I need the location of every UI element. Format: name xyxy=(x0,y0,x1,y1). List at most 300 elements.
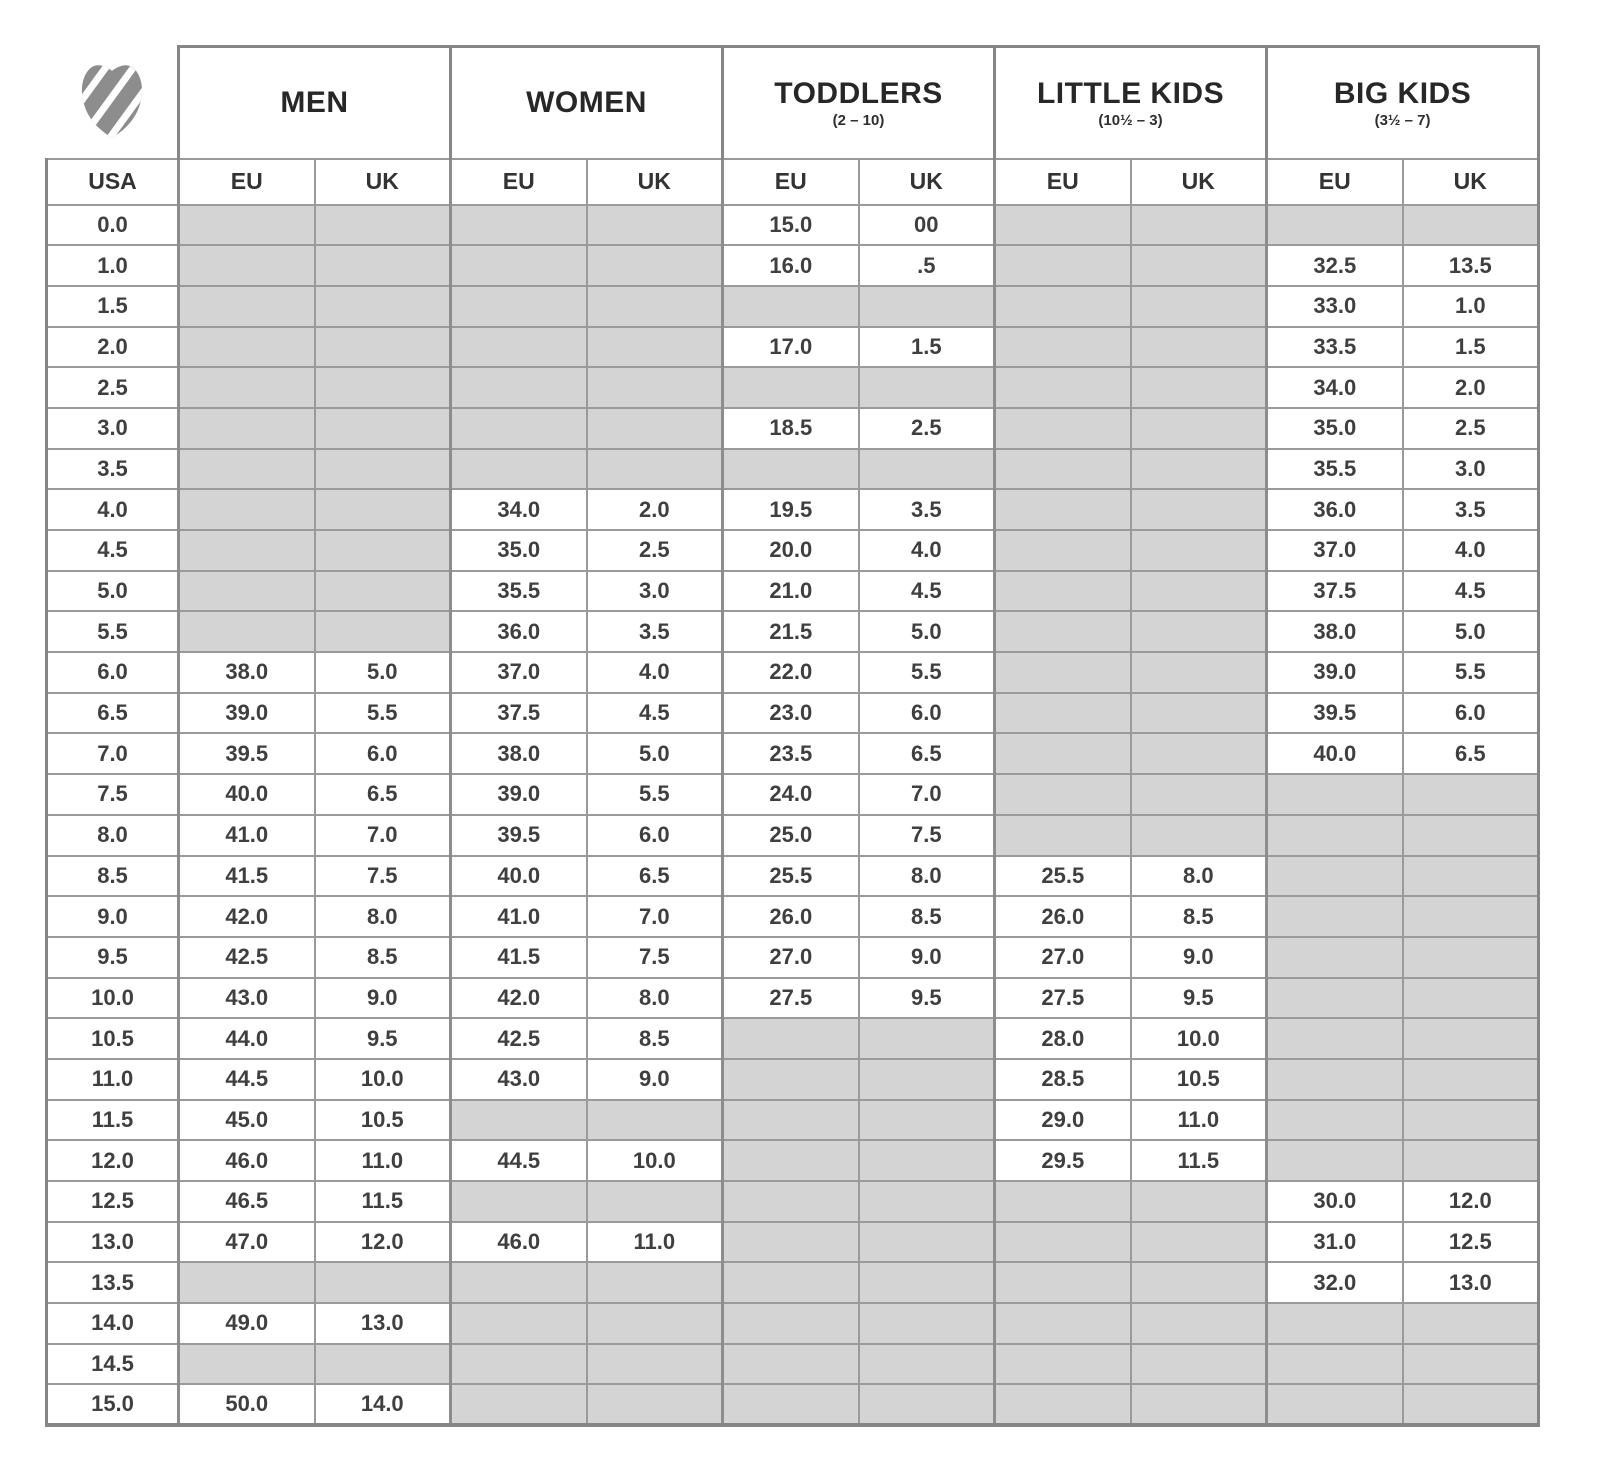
cell-bigkids-uk: 13.0 xyxy=(1403,1262,1539,1303)
cell-usa: 6.5 xyxy=(47,693,179,734)
table-row xyxy=(47,449,1539,490)
cell-men-eu: 39.5 xyxy=(179,733,315,774)
cell-littlekids-uk xyxy=(1131,774,1267,815)
cell-men-uk: 12.0 xyxy=(315,1222,451,1263)
cell-men-eu xyxy=(179,245,315,286)
cell-toddlers-eu xyxy=(723,1384,859,1425)
cell-men-uk: 6.0 xyxy=(315,733,451,774)
table-row xyxy=(47,774,1539,815)
cell-men-uk: 10.5 xyxy=(315,1100,451,1141)
cell-bigkids-uk: 4.0 xyxy=(1403,530,1539,571)
cell-usa: 11.5 xyxy=(47,1100,179,1141)
cell-littlekids-uk: 9.0 xyxy=(1131,937,1267,978)
cell-men-uk xyxy=(315,1344,451,1385)
cell-women-eu xyxy=(451,327,587,368)
column-header-women-uk: UK xyxy=(587,159,723,205)
cell-littlekids-eu xyxy=(995,815,1131,856)
cell-women-uk: 6.0 xyxy=(587,815,723,856)
cell-women-uk: 5.5 xyxy=(587,774,723,815)
cell-bigkids-uk xyxy=(1403,774,1539,815)
table-row xyxy=(47,1059,1539,1100)
cell-women-uk: 8.5 xyxy=(587,1018,723,1059)
cell-littlekids-eu xyxy=(995,286,1131,327)
cell-toddlers-uk: 8.5 xyxy=(859,896,995,937)
cell-women-eu: 37.0 xyxy=(451,652,587,693)
cell-toddlers-uk xyxy=(859,1140,995,1181)
cell-bigkids-uk xyxy=(1403,205,1539,246)
cell-men-eu: 49.0 xyxy=(179,1303,315,1344)
cell-women-uk: 5.0 xyxy=(587,733,723,774)
cell-littlekids-uk xyxy=(1131,449,1267,490)
cell-women-uk xyxy=(587,367,723,408)
cell-bigkids-uk: 12.0 xyxy=(1403,1181,1539,1222)
cell-littlekids-uk xyxy=(1131,1222,1267,1263)
cell-bigkids-eu: 39.0 xyxy=(1267,652,1403,693)
cell-usa: 3.5 xyxy=(47,449,179,490)
cell-bigkids-eu: 40.0 xyxy=(1267,733,1403,774)
cell-men-uk: 5.5 xyxy=(315,693,451,734)
cell-bigkids-eu xyxy=(1267,1100,1403,1141)
cell-men-uk: 14.0 xyxy=(315,1384,451,1425)
subheader-row xyxy=(47,159,1539,205)
cell-toddlers-uk xyxy=(859,1222,995,1263)
group-label: LITTLE KIDS xyxy=(1036,77,1225,111)
cell-women-uk xyxy=(587,1262,723,1303)
table-row xyxy=(47,937,1539,978)
cell-usa: 1.5 xyxy=(47,286,179,327)
table-row xyxy=(47,327,1539,368)
cell-toddlers-uk xyxy=(859,1384,995,1425)
cell-women-eu xyxy=(451,1100,587,1141)
cell-toddlers-uk: 9.5 xyxy=(859,978,995,1019)
cell-littlekids-eu xyxy=(995,1303,1131,1344)
cell-toddlers-eu: 18.5 xyxy=(723,408,859,449)
cell-littlekids-eu xyxy=(995,449,1131,490)
cell-men-eu: 41.5 xyxy=(179,856,315,897)
cell-women-eu: 36.0 xyxy=(451,611,587,652)
cell-men-uk: 5.0 xyxy=(315,652,451,693)
cell-men-uk xyxy=(315,530,451,571)
column-header-women-eu: EU xyxy=(451,159,587,205)
cell-men-uk xyxy=(315,367,451,408)
cell-bigkids-uk: 1.0 xyxy=(1403,286,1539,327)
cell-women-uk xyxy=(587,1384,723,1425)
cell-usa: 5.5 xyxy=(47,611,179,652)
cell-women-eu: 42.0 xyxy=(451,978,587,1019)
cell-men-eu xyxy=(179,1262,315,1303)
cell-toddlers-eu: 19.5 xyxy=(723,489,859,530)
cell-toddlers-eu: 25.0 xyxy=(723,815,859,856)
cell-toddlers-uk: 00 xyxy=(859,205,995,246)
cell-toddlers-eu xyxy=(723,367,859,408)
cell-littlekids-eu xyxy=(995,327,1131,368)
cell-toddlers-eu: 21.5 xyxy=(723,611,859,652)
cell-bigkids-eu: 35.5 xyxy=(1267,449,1403,490)
cell-bigkids-eu xyxy=(1267,1384,1403,1425)
cell-women-eu: 38.0 xyxy=(451,733,587,774)
cell-men-uk xyxy=(315,327,451,368)
cell-toddlers-uk: 7.5 xyxy=(859,815,995,856)
cell-littlekids-uk xyxy=(1131,1384,1267,1425)
cell-men-eu: 42.0 xyxy=(179,896,315,937)
cell-toddlers-eu xyxy=(723,1100,859,1141)
cell-women-eu xyxy=(451,245,587,286)
cell-littlekids-uk: 11.0 xyxy=(1131,1100,1267,1141)
cell-women-uk: 4.5 xyxy=(587,693,723,734)
cell-bigkids-uk xyxy=(1403,856,1539,897)
column-header-big-kids-uk: UK xyxy=(1403,159,1539,205)
cell-littlekids-eu xyxy=(995,1222,1131,1263)
cell-littlekids-uk xyxy=(1131,652,1267,693)
cell-men-uk: 8.0 xyxy=(315,896,451,937)
column-header-big-kids-eu: EU xyxy=(1267,159,1403,205)
size-conversion-table xyxy=(45,45,1540,1427)
cell-littlekids-uk xyxy=(1131,286,1267,327)
cell-bigkids-eu xyxy=(1267,1303,1403,1344)
cell-littlekids-uk: 8.0 xyxy=(1131,856,1267,897)
cell-men-uk xyxy=(315,1262,451,1303)
cell-toddlers-uk: 8.0 xyxy=(859,856,995,897)
cell-toddlers-eu xyxy=(723,1262,859,1303)
cell-men-eu: 44.5 xyxy=(179,1059,315,1100)
cell-littlekids-eu xyxy=(995,530,1131,571)
table-row xyxy=(47,1018,1539,1059)
group-subtitle: (2 – 10) xyxy=(832,112,885,130)
cell-women-uk: 7.0 xyxy=(587,896,723,937)
cell-littlekids-uk: 10.0 xyxy=(1131,1018,1267,1059)
shoe-size-chart xyxy=(45,45,1540,1427)
cell-women-eu: 37.5 xyxy=(451,693,587,734)
cell-men-eu: 43.0 xyxy=(179,978,315,1019)
cell-women-eu: 35.5 xyxy=(451,571,587,612)
cell-usa: 14.0 xyxy=(47,1303,179,1344)
cell-toddlers-uk: 5.5 xyxy=(859,652,995,693)
table-body xyxy=(47,205,1539,1426)
column-header-men-eu: EU xyxy=(179,159,315,205)
cell-toddlers-eu xyxy=(723,1181,859,1222)
cell-bigkids-uk: 2.5 xyxy=(1403,408,1539,449)
logo-cell xyxy=(47,47,179,159)
cell-women-uk xyxy=(587,1303,723,1344)
cell-bigkids-uk: 4.5 xyxy=(1403,571,1539,612)
cell-women-uk xyxy=(587,1100,723,1141)
cell-toddlers-eu: 23.5 xyxy=(723,733,859,774)
cell-women-eu: 41.5 xyxy=(451,937,587,978)
cell-men-uk xyxy=(315,489,451,530)
cell-women-uk xyxy=(587,408,723,449)
table-row xyxy=(47,367,1539,408)
group-label: MEN xyxy=(280,86,349,120)
cell-littlekids-uk xyxy=(1131,530,1267,571)
cell-bigkids-uk: 13.5 xyxy=(1403,245,1539,286)
cell-littlekids-eu xyxy=(995,1181,1131,1222)
table-row xyxy=(47,1100,1539,1141)
table-row xyxy=(47,205,1539,246)
cell-littlekids-eu xyxy=(995,1384,1131,1425)
cell-bigkids-eu: 35.0 xyxy=(1267,408,1403,449)
cell-bigkids-eu xyxy=(1267,856,1403,897)
cell-women-eu: 39.0 xyxy=(451,774,587,815)
table-row xyxy=(47,1384,1539,1425)
cell-littlekids-uk xyxy=(1131,815,1267,856)
cell-men-uk xyxy=(315,408,451,449)
cell-littlekids-uk xyxy=(1131,205,1267,246)
cell-toddlers-eu xyxy=(723,1018,859,1059)
cell-bigkids-uk xyxy=(1403,1100,1539,1141)
cell-usa: 6.0 xyxy=(47,652,179,693)
table-row xyxy=(47,1140,1539,1181)
cell-toddlers-uk: .5 xyxy=(859,245,995,286)
cell-toddlers-uk: 7.0 xyxy=(859,774,995,815)
cell-men-uk: 7.5 xyxy=(315,856,451,897)
cell-littlekids-eu xyxy=(995,489,1131,530)
cell-women-eu xyxy=(451,1303,587,1344)
cell-toddlers-uk: 4.0 xyxy=(859,530,995,571)
cell-women-uk: 10.0 xyxy=(587,1140,723,1181)
table-row xyxy=(47,1303,1539,1344)
cell-littlekids-eu: 27.5 xyxy=(995,978,1131,1019)
table-row xyxy=(47,530,1539,571)
cell-men-uk xyxy=(315,611,451,652)
cell-littlekids-uk xyxy=(1131,1262,1267,1303)
cell-toddlers-uk xyxy=(859,1262,995,1303)
cell-toddlers-eu: 26.0 xyxy=(723,896,859,937)
cell-women-uk: 3.0 xyxy=(587,571,723,612)
table-row xyxy=(47,245,1539,286)
cell-men-eu xyxy=(179,489,315,530)
cell-usa: 14.5 xyxy=(47,1344,179,1385)
cell-littlekids-uk: 11.5 xyxy=(1131,1140,1267,1181)
table-row xyxy=(47,286,1539,327)
cell-littlekids-uk xyxy=(1131,693,1267,734)
cell-usa: 13.5 xyxy=(47,1262,179,1303)
cell-usa: 1.0 xyxy=(47,245,179,286)
cell-women-eu xyxy=(451,1262,587,1303)
cell-bigkids-uk xyxy=(1403,1018,1539,1059)
cell-littlekids-eu: 29.0 xyxy=(995,1100,1131,1141)
cell-bigkids-eu xyxy=(1267,1344,1403,1385)
cell-littlekids-eu xyxy=(995,733,1131,774)
cell-men-eu xyxy=(179,286,315,327)
cell-toddlers-eu xyxy=(723,286,859,327)
cell-littlekids-eu xyxy=(995,774,1131,815)
table-row xyxy=(47,408,1539,449)
cell-toddlers-eu: 20.0 xyxy=(723,530,859,571)
cell-littlekids-eu xyxy=(995,693,1131,734)
group-header-men xyxy=(179,47,451,159)
column-header-little-kids-uk: UK xyxy=(1131,159,1267,205)
cell-littlekids-eu xyxy=(995,571,1131,612)
cell-toddlers-uk xyxy=(859,286,995,327)
cell-men-eu xyxy=(179,367,315,408)
cell-littlekids-uk: 9.5 xyxy=(1131,978,1267,1019)
cell-littlekids-uk xyxy=(1131,408,1267,449)
cell-men-eu: 46.5 xyxy=(179,1181,315,1222)
cell-usa: 13.0 xyxy=(47,1222,179,1263)
cell-usa: 8.0 xyxy=(47,815,179,856)
cell-littlekids-eu xyxy=(995,611,1131,652)
cell-toddlers-uk: 6.5 xyxy=(859,733,995,774)
cell-bigkids-eu: 34.0 xyxy=(1267,367,1403,408)
cell-bigkids-eu xyxy=(1267,1140,1403,1181)
cell-toddlers-uk: 9.0 xyxy=(859,937,995,978)
cell-littlekids-eu: 25.5 xyxy=(995,856,1131,897)
cell-toddlers-eu: 25.5 xyxy=(723,856,859,897)
cell-littlekids-eu xyxy=(995,652,1131,693)
cell-women-eu: 43.0 xyxy=(451,1059,587,1100)
cell-women-uk xyxy=(587,1181,723,1222)
cell-littlekids-eu xyxy=(995,367,1131,408)
cell-usa: 4.0 xyxy=(47,489,179,530)
column-header-usa: USA xyxy=(47,159,179,205)
cell-toddlers-uk xyxy=(859,1100,995,1141)
cell-women-eu xyxy=(451,449,587,490)
cell-littlekids-eu: 26.0 xyxy=(995,896,1131,937)
cell-men-eu: 40.0 xyxy=(179,774,315,815)
cell-bigkids-eu xyxy=(1267,815,1403,856)
cell-toddlers-eu xyxy=(723,1222,859,1263)
cell-bigkids-eu: 37.0 xyxy=(1267,530,1403,571)
table-row xyxy=(47,1181,1539,1222)
cell-men-eu: 41.0 xyxy=(179,815,315,856)
table-row xyxy=(47,733,1539,774)
cell-bigkids-eu: 33.5 xyxy=(1267,327,1403,368)
cell-toddlers-uk: 6.0 xyxy=(859,693,995,734)
table-row xyxy=(47,489,1539,530)
cell-toddlers-uk: 1.5 xyxy=(859,327,995,368)
cell-toddlers-eu: 16.0 xyxy=(723,245,859,286)
cell-toddlers-eu xyxy=(723,1344,859,1385)
cell-women-eu: 42.5 xyxy=(451,1018,587,1059)
cell-usa: 2.5 xyxy=(47,367,179,408)
cell-men-eu: 47.0 xyxy=(179,1222,315,1263)
group-label: BIG KIDS xyxy=(1333,77,1472,111)
cell-bigkids-uk xyxy=(1403,937,1539,978)
cell-littlekids-eu xyxy=(995,205,1131,246)
cell-bigkids-uk xyxy=(1403,1140,1539,1181)
cell-littlekids-eu xyxy=(995,1262,1131,1303)
cell-bigkids-eu xyxy=(1267,896,1403,937)
cell-bigkids-eu: 37.5 xyxy=(1267,571,1403,612)
cell-women-uk: 6.5 xyxy=(587,856,723,897)
cell-bigkids-eu xyxy=(1267,978,1403,1019)
cell-bigkids-uk: 2.0 xyxy=(1403,367,1539,408)
cell-bigkids-uk xyxy=(1403,1303,1539,1344)
cell-men-uk xyxy=(315,449,451,490)
table-row xyxy=(47,815,1539,856)
k-swiss-shield-icon xyxy=(79,60,145,140)
cell-usa: 5.0 xyxy=(47,571,179,612)
cell-toddlers-eu xyxy=(723,449,859,490)
cell-men-uk xyxy=(315,205,451,246)
cell-littlekids-uk: 10.5 xyxy=(1131,1059,1267,1100)
cell-littlekids-uk xyxy=(1131,327,1267,368)
group-subtitle: (10½ – 3) xyxy=(1098,112,1163,130)
cell-littlekids-uk xyxy=(1131,1344,1267,1385)
cell-bigkids-uk xyxy=(1403,1059,1539,1100)
group-subtitle: (3½ – 7) xyxy=(1374,112,1431,130)
group-header-toddlers xyxy=(723,47,995,159)
cell-women-uk: 2.5 xyxy=(587,530,723,571)
cell-women-eu xyxy=(451,367,587,408)
cell-men-uk: 13.0 xyxy=(315,1303,451,1344)
column-header-men-uk: UK xyxy=(315,159,451,205)
cell-toddlers-eu xyxy=(723,1059,859,1100)
cell-bigkids-eu: 36.0 xyxy=(1267,489,1403,530)
cell-bigkids-uk xyxy=(1403,1384,1539,1425)
cell-women-eu: 46.0 xyxy=(451,1222,587,1263)
cell-bigkids-uk: 1.5 xyxy=(1403,327,1539,368)
cell-bigkids-eu xyxy=(1267,205,1403,246)
cell-bigkids-eu xyxy=(1267,774,1403,815)
cell-men-eu: 39.0 xyxy=(179,693,315,734)
cell-toddlers-eu: 24.0 xyxy=(723,774,859,815)
cell-usa: 2.0 xyxy=(47,327,179,368)
cell-bigkids-eu xyxy=(1267,1018,1403,1059)
cell-usa: 12.0 xyxy=(47,1140,179,1181)
cell-women-uk: 8.0 xyxy=(587,978,723,1019)
cell-toddlers-uk: 4.5 xyxy=(859,571,995,612)
cell-men-uk: 11.0 xyxy=(315,1140,451,1181)
cell-usa: 11.0 xyxy=(47,1059,179,1100)
cell-bigkids-uk: 3.0 xyxy=(1403,449,1539,490)
cell-men-uk xyxy=(315,571,451,612)
cell-women-uk: 3.5 xyxy=(587,611,723,652)
table-row xyxy=(47,571,1539,612)
cell-usa: 7.0 xyxy=(47,733,179,774)
cell-toddlers-eu: 27.5 xyxy=(723,978,859,1019)
cell-toddlers-uk xyxy=(859,1181,995,1222)
group-label: WOMEN xyxy=(526,86,647,120)
cell-men-uk: 9.0 xyxy=(315,978,451,1019)
cell-men-eu xyxy=(179,408,315,449)
cell-bigkids-eu: 32.0 xyxy=(1267,1262,1403,1303)
cell-bigkids-uk: 3.5 xyxy=(1403,489,1539,530)
cell-toddlers-uk xyxy=(859,1303,995,1344)
column-header-little-kids-eu: EU xyxy=(995,159,1131,205)
cell-women-eu: 44.5 xyxy=(451,1140,587,1181)
cell-toddlers-eu: 21.0 xyxy=(723,571,859,612)
cell-women-uk: 2.0 xyxy=(587,489,723,530)
cell-women-eu xyxy=(451,1344,587,1385)
cell-men-eu xyxy=(179,530,315,571)
cell-men-eu xyxy=(179,611,315,652)
cell-toddlers-uk: 5.0 xyxy=(859,611,995,652)
cell-toddlers-eu xyxy=(723,1140,859,1181)
table-row xyxy=(47,652,1539,693)
group-label: TODDLERS xyxy=(774,77,943,111)
cell-bigkids-uk xyxy=(1403,1344,1539,1385)
cell-toddlers-uk: 3.5 xyxy=(859,489,995,530)
cell-men-eu: 44.0 xyxy=(179,1018,315,1059)
cell-bigkids-eu: 39.5 xyxy=(1267,693,1403,734)
table-row xyxy=(47,1344,1539,1385)
cell-men-eu xyxy=(179,449,315,490)
cell-littlekids-uk xyxy=(1131,367,1267,408)
cell-men-eu xyxy=(179,205,315,246)
cell-toddlers-eu: 15.0 xyxy=(723,205,859,246)
cell-littlekids-eu xyxy=(995,1344,1131,1385)
cell-women-eu xyxy=(451,1384,587,1425)
cell-usa: 9.5 xyxy=(47,937,179,978)
cell-women-eu: 34.0 xyxy=(451,489,587,530)
cell-women-eu xyxy=(451,205,587,246)
cell-men-uk: 6.5 xyxy=(315,774,451,815)
column-header-toddlers-eu: EU xyxy=(723,159,859,205)
cell-women-uk: 9.0 xyxy=(587,1059,723,1100)
cell-women-eu: 40.0 xyxy=(451,856,587,897)
cell-women-uk xyxy=(587,449,723,490)
